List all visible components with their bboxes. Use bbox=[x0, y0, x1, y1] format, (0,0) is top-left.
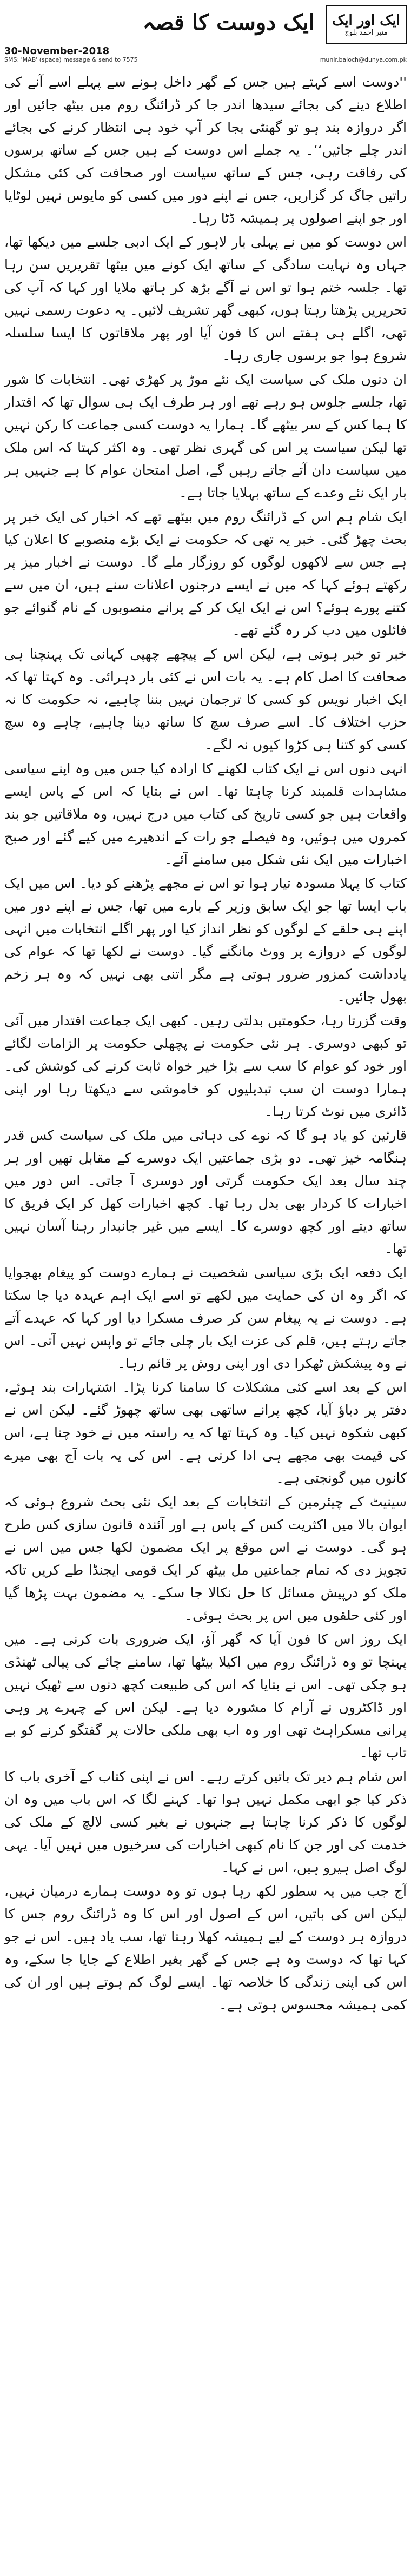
column-title: ایک دوست کا قصہ bbox=[142, 10, 315, 35]
paragraph: کتاب کا پہلا مسودہ تیار ہوا تو اس نے مجھے پڑھنے کو دیا۔ اس میں ایک باب ایسا تھا جو ایک سابق وزیر کے بارے میں تھا، جس نے اپنے دور میں اپنے ہی حلقے کے لوگوں کو نظر انداز کیا اور پھر اگلے انتخابات میں انہی لوگوں کے دروازے پر ووٹ مانگنے گیا۔ دوست نے لکھا تھا کہ عوام کی یادداشت کمزور ضرور ہوتی ہے مگر اتنی بھی نہیں کہ وہ ہر زخم بھول جائیں۔ bbox=[4, 875, 407, 1005]
paragraph: قارئین کو یاد ہو گا کہ نوے کی دہائی میں ملک کی سیاست کس قدر ہنگامہ خیز تھی۔ دو بڑی جماعتیں ایک دوسرے کے مقابل تھیں اور ہر چند سال بعد ایک حکومت گرتی اور دوسری آ جاتی۔ اس دور میں اخبارات کا کردار بھی بدل رہا تھا۔ کچھ اخبارات کھل کر ایک فریق کا ساتھ دیتے اور کچھ دوسرے کا۔ ایسے میں غیر جانبدار رہنا آسان نہیں تھا۔ bbox=[4, 1127, 407, 1257]
paragraph: ایک شام ہم اس کے ڈرائنگ روم میں بیٹھے تھے کہ اخبار کی ایک خبر پر بحث چھڑ گئی۔ خبر یہ تھی کہ حکومت نے ایک بڑے منصوبے کا اعلان کیا ہے جس سے لاکھوں لوگوں کو روزگار ملے گا۔ دوست نے اخبار میز پر رکھتے ہوئے کہا کہ میں نے ایسے درجنوں اعلانات سنے ہیں، ان میں سے کتنے پورے ہوئے؟ اس نے ایک ایک کر کے پرانے منصوبوں کے نام گنوائے جو فائلوں میں دب کر رہ گئے تھے۔ bbox=[4, 509, 407, 638]
author-email: munir.baloch@dunya.com.pk bbox=[320, 56, 407, 63]
paragraph: سینیٹ کے چیئرمین کے انتخابات کے بعد ایک نئی بحث شروع ہوئی کہ ایوان بالا میں اکثریت کس کے پاس ہے اور آئندہ قانون سازی کس طرح ہو گی۔ دوست نے اس موقع پر ایک مضمون لکھا جس میں اس نے تجویز دی کہ تمام جماعتیں مل بیٹھ کر ایک قومی ایجنڈا طے کریں تاکہ ملک کو درپیش مسائل کا حل نکالا جا سکے۔ یہ مضمون بہت پڑھا گیا اور کئی حلقوں میں اس پر بحث ہوئی۔ bbox=[4, 1494, 407, 1623]
paragraph: ان دنوں ملک کی سیاست ایک نئے موڑ پر کھڑی تھی۔ انتخابات کا شور تھا، جلسے جلوس ہو رہے تھے اور ہر طرف ایک ہی سوال تھا کہ اقتدار کا ہما کس کے سر بیٹھے گا۔ ہمارا یہ دوست کسی جماعت کا رکن نہیں تھا لیکن سیاست پر اس کی گہری نظر تھی۔ وہ اکثر کہتا کہ اس ملک میں سیاست دان آتے جاتے رہیں گے، اصل امتحان عوام کا ہے جنہیں ہر بار ایک نئے وعدے کے ساتھ بہلایا جاتا ہے۔ bbox=[4, 371, 407, 501]
article-body bbox=[4, 71, 407, 2016]
paragraph: ایک دفعہ ایک بڑی سیاسی شخصیت نے ہمارے دوست کو پیغام بھجوایا کہ اگر وہ ان کی حمایت میں لکھے تو اسے ایک اہم عہدہ دیا جا سکتا ہے۔ دوست نے یہ پیغام سن کر صرف مسکرا دیا اور کہا کہ عہدے آتے جاتے رہتے ہیں، قلم کی عزت ایک بار چلی جائے تو واپس نہیں آتی۔ اس نے وہ پیشکش ٹھکرا دی اور اپنی روش پر قائم رہا۔ bbox=[4, 1265, 407, 1371]
paragraph: خبر تو خبر ہوتی ہے، لیکن اس کے پیچھے چھپی کہانی تک پہنچنا ہی صحافت کا اصل کام ہے۔ یہ بات اس نے کئی بار دہرائی۔ وہ کہتا تھا کہ ایک اخبار نویس کو کسی کا ترجمان نہیں بننا چاہیے، نہ حکومت کا نہ حزب اختلاف کا۔ اسے صرف سچ کا ساتھ دینا چاہیے، چاہے وہ سچ کسی کو کتنا ہی کڑوا کیوں نہ لگے۔ bbox=[4, 646, 407, 753]
paragraph: وقت گزرتا رہا، حکومتیں بدلتی رہیں۔ کبھی ایک جماعت اقتدار میں آئی تو کبھی دوسری۔ ہر نئی حکومت نے پچھلی حکومت پر الزامات لگائے اور خود کو عوام کا سب سے بڑا خیر خواہ ثابت کرنے کی کوشش کی۔ ہمارا دوست ان سب تبدیلیوں کو خاموشی سے دیکھتا رہا اور اپنی ڈائری میں نوٹ کرتا رہا۔ bbox=[4, 1013, 407, 1119]
column-logo bbox=[326, 5, 407, 44]
paragraph: انہی دنوں اس نے ایک کتاب لکھنے کا ارادہ کیا جس میں وہ اپنے سیاسی مشاہدات قلمبند کرنا چاہتا تھا۔ اس نے بتایا کہ اس کے پاس ایسے واقعات ہیں جو کسی تاریخ کی کتاب میں درج نہیں، وہ ملاقاتیں جو بند کمروں میں ہوئیں، وہ فیصلے جو رات کے اندھیرے میں کیے گئے اور صبح اخبارات میں ایک نئی شکل میں سامنے آئے۔ bbox=[4, 761, 407, 867]
publish-date: 30-November-2018 bbox=[4, 45, 110, 57]
author-name: منیر احمد بلوچ bbox=[344, 29, 388, 37]
paragraph: آج جب میں یہ سطور لکھ رہا ہوں تو وہ دوست ہمارے درمیان نہیں، لیکن اس کی باتیں، اس کے اصول اور اس کا وہ ڈرائنگ روم جس کا دروازہ ہر دوست کے لیے ہمیشہ کھلا رہتا تھا، سب یاد ہیں۔ اس نے جو کہا تھا کہ دوست وہ ہے جس کے گھر بغیر اطلاع کے جایا جا سکے، وہ اس کی اپنی زندگی کا خلاصہ تھا۔ ایسے لوگ کم ہوتے ہیں اور ان کی کمی ہمیشہ محسوس ہوتی ہے۔ bbox=[4, 1883, 407, 2013]
paragraph: اس کے بعد اسے کئی مشکلات کا سامنا کرنا پڑا۔ اشتہارات بند ہوئے، دفتر پر دباؤ آیا، کچھ پرانے ساتھی بھی ساتھ چھوڑ گئے۔ لیکن اس نے کبھی شکوہ نہیں کیا۔ وہ کہتا تھا کہ یہ راستہ میں نے خود چنا ہے، اس کی قیمت بھی مجھے ہی ادا کرنی ہے۔ اس کی یہ بات آج بھی میرے کانوں میں گونجتی ہے۔ bbox=[4, 1379, 407, 1486]
masthead bbox=[4, 0, 407, 63]
paragraph: ''دوست اسے کہتے ہیں جس کے گھر داخل ہونے سے پہلے اسے آنے کی اطلاع دینے کی بجائے سیدھا اندر جا کر ڈرائنگ روم میں بیٹھ جائیں اور اگر دروازہ بند ہو تو گھنٹی بجا کر آپ خود ہی انتظار کرنے کی بجائے اندر چلے جائیں‘‘۔ یہ جملے اس دوست کے ہیں جس کے ساتھ برسوں کی رفاقت رہی، جس کے ساتھ سیاست اور صحافت کی کئی مشکل راتیں جاگ کر گزاریں، جس نے اپنے دور میں کسی کو مایوس نہیں لوٹایا اور جو اپنے اصولوں پر ہمیشہ ڈٹا رہا۔ bbox=[4, 74, 407, 226]
paragraph: اس شام ہم دیر تک باتیں کرتے رہے۔ اس نے اپنی کتاب کے آخری باب کا ذکر کیا جو ابھی مکمل نہیں ہوا تھا۔ کہنے لگا کہ اس باب میں وہ ان لوگوں کا ذکر کرنا چاہتا ہے جنہوں نے بغیر کسی لالچ کے ملک کی خدمت کی اور جن کا نام کبھی اخبارات کی سرخیوں میں نہیں آیا۔ یہی لوگ اصل ہیرو ہیں، اس نے کہا۔ bbox=[4, 1769, 407, 1875]
column-logo-title: ایک اور ایک bbox=[332, 12, 400, 29]
sms-info: SMS: 'MAB' (space) message & send to 7575 bbox=[4, 56, 138, 63]
paragraph: ایک روز اس کا فون آیا کہ گھر آؤ، ایک ضروری بات کرنی ہے۔ میں پہنچا تو وہ ڈرائنگ روم میں اکیلا بیٹھا تھا، سامنے چائے کی پیالی ٹھنڈی ہو چکی تھی۔ اس نے بتایا کہ اس کی طبیعت کچھ دنوں سے ٹھیک نہیں اور ڈاکٹروں نے آرام کا مشورہ دیا ہے۔ لیکن اس کے چہرے پر وہی پرانی مسکراہٹ تھی اور وہ اب بھی ملکی حالات پر گفتگو کرنے کو بے تاب تھا۔ bbox=[4, 1631, 407, 1761]
paragraph: اس دوست کو میں نے پہلی بار لاہور کے ایک ادبی جلسے میں دیکھا تھا، جہاں وہ نہایت سادگی کے ساتھ ایک کونے میں بیٹھا تقریریں سن رہا تھا۔ جلسہ ختم ہوا تو اس نے آگے بڑھ کر ہاتھ ملایا اور کہا کہ آپ کی تحریریں پڑھتا رہتا ہوں، کبھی گھر تشریف لائیں۔ یہ دعوت رسمی نہیں تھی، اگلے ہی ہفتے اس کا فون آیا اور پھر ملاقاتوں کا ایسا سلسلہ شروع ہوا جو برسوں جاری رہا۔ bbox=[4, 234, 407, 363]
